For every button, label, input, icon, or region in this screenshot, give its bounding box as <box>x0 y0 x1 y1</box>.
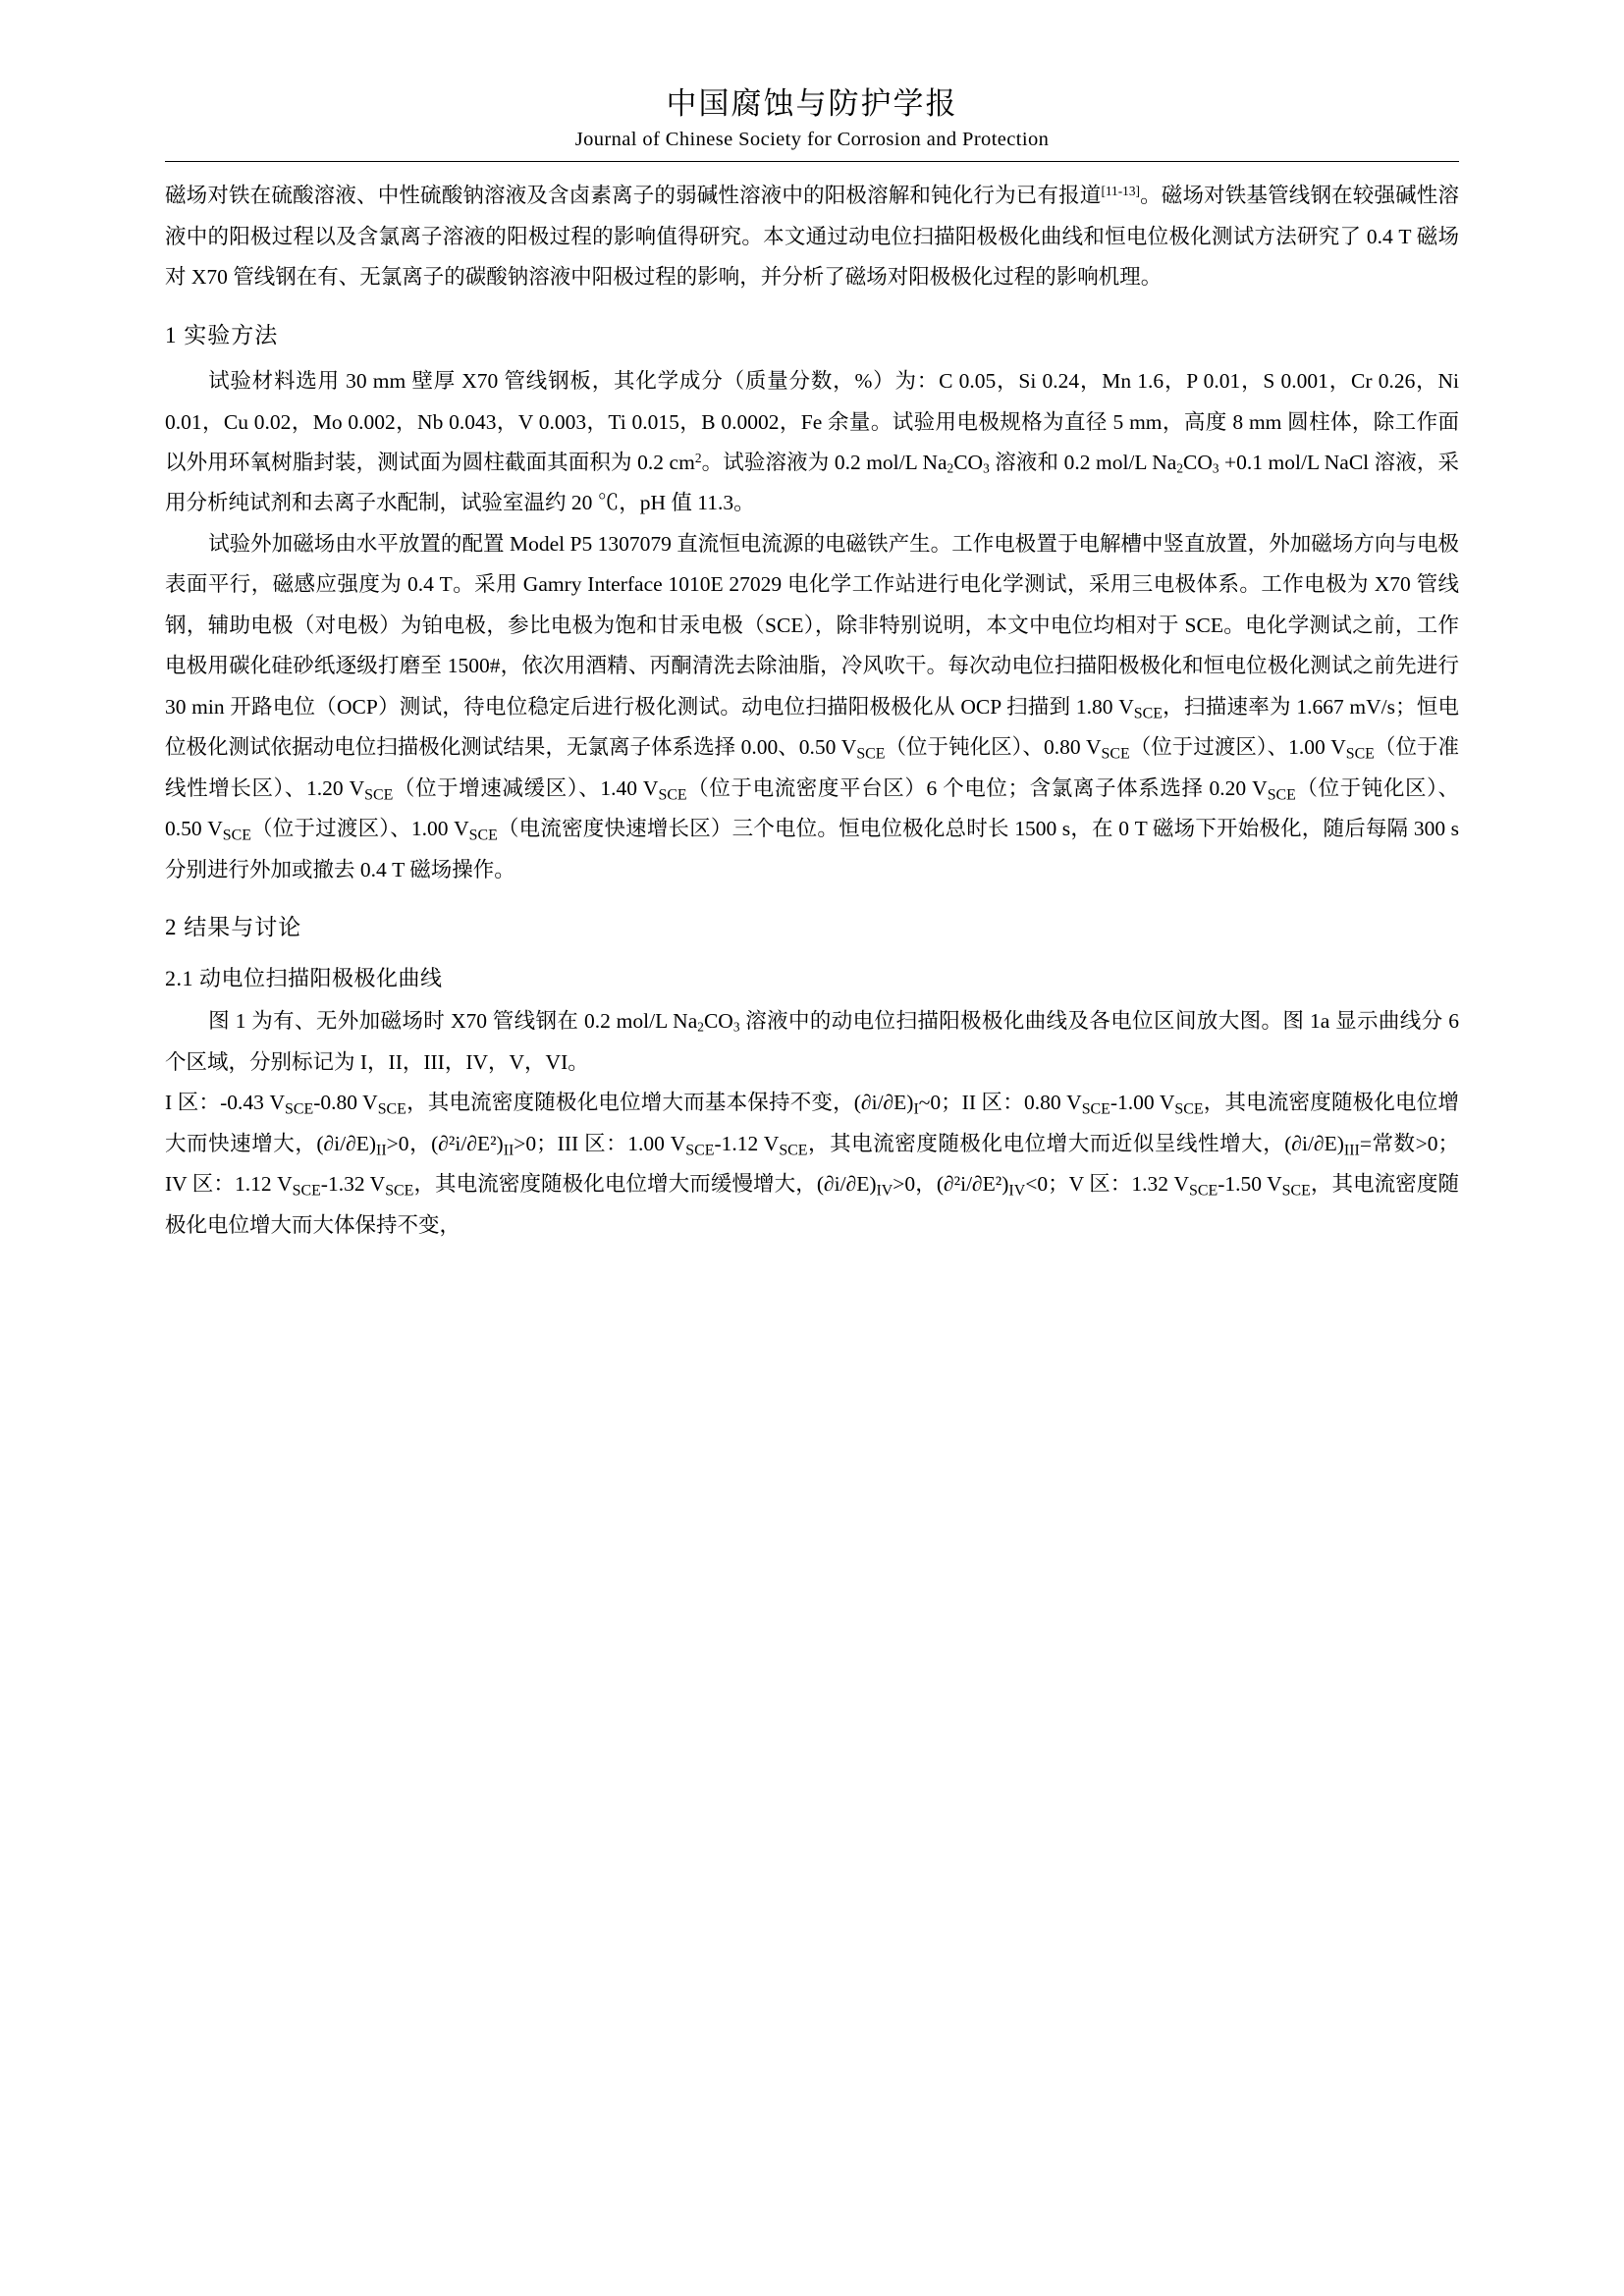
figure1-text-a: 图 1 为有、无外加磁场时 X70 管线钢在 0.2 mol/L Na <box>208 1009 698 1034</box>
region-subscript: IV <box>876 1182 893 1200</box>
sce-subscript: SCE <box>658 786 687 804</box>
regions-text-r3: ，其电流密度随极化电位增大而基本保持不变，(∂i/∂E) <box>406 1091 914 1115</box>
setup-text-e: （位于准线性增长区）、1.20 V <box>165 735 1459 800</box>
sce-subscript: SCE <box>1189 1182 1218 1200</box>
formula-subscript: 2 <box>947 460 954 476</box>
journal-title-en: Journal of Chinese Society for Corrosion and Protection <box>574 129 1050 151</box>
sce-subscript: SCE <box>1281 1182 1311 1200</box>
region-subscript: I <box>913 1100 919 1118</box>
materials-text-e: CO <box>1182 450 1213 474</box>
unit-superscript: 2 <box>694 451 702 466</box>
sce-subscript: SCE <box>222 827 251 844</box>
setup-paragraph <box>165 524 1459 890</box>
section-heading-2: 2 结果与讨论 <box>165 915 302 940</box>
sce-subscript: SCE <box>364 786 394 804</box>
materials-text-d: 溶液和 0.2 mol/L Na <box>989 450 1177 474</box>
sce-subscript: SCE <box>1133 705 1163 722</box>
regions-text-r16: -1.50 V <box>1218 1172 1282 1197</box>
sce-subscript: SCE <box>468 827 498 844</box>
formula-subscript: 3 <box>732 1019 740 1035</box>
regions-text-r6: ，其电流密度随极化电位增大而快速增大，(∂i/∂E) <box>165 1091 1459 1155</box>
journal-title-cn: 中国腐蚀与防护学报 <box>666 86 958 122</box>
section-heading-1: 1 实验方法 <box>165 322 279 347</box>
materials-text-f: +0.1 mol/L NaCl 溶液，采用分析纯试剂和去离子水配制，试验室温约 20 ℃，pH 值 11.3。 <box>165 450 1460 515</box>
materials-text-a: 试验材料选用 30 mm 壁厚 X70 管线钢板，其化学成分（质量分数，%）为：C 0.05，Si 0.24，Mn 1.6，P 0.01，S 0.001，Cr 0.26，Ni 0.01，Cu 0.02，Mo 0.002，Nb 0.043，V 0.003，Ti 0.015，B 0.0002，Fe 余量。试验用电极规格为直径 5 mm，高度 8 mm 圆柱体，除工作面以外用环氧树脂封装，测试面为圆柱截面其面积为 0.2 cm <box>165 369 1459 474</box>
sce-subscript: SCE <box>385 1182 414 1200</box>
sce-subscript: SCE <box>292 1182 321 1200</box>
figure1-text-b: CO <box>703 1009 733 1034</box>
regions-text-r4: ~0；II 区：0.80 V <box>918 1091 1082 1115</box>
sce-subscript: SCE <box>1081 1100 1110 1118</box>
intro-text <box>165 176 1459 297</box>
setup-text-f: （位于增速减缓区）、1.40 V <box>393 775 659 800</box>
setup-text-g: （位于电流密度平台区）6 个电位；含氯离子体系选择 0.20 V <box>686 775 1268 800</box>
intro-text-b: 。磁场对铁基管线钢在较强碱性溶液中的阳极过程以及含氯离子溶液的阳极过程的影响值得研究。本文通过动电位扫描阳极极化曲线和恒电位极化测试方法研究了 0.4 T 磁场对 X70 管线钢在有、无氯离子的碳酸钠溶液中阳极过程的影响，并分析了磁场对阳极极化过程的影响机理。 <box>165 184 1459 290</box>
setup-text-c: （位于钝化区）、0.80 V <box>885 735 1102 760</box>
regions-text-r9: -1.12 V <box>714 1131 780 1155</box>
sce-subscript: SCE <box>1345 745 1375 763</box>
sce-subscript: SCE <box>779 1142 808 1159</box>
setup-text-j: （电流密度快速增长区）三个电位。恒电位极化总时长 1500 s，在 0 T 磁场下开始极化，随后每隔 300 s 分别进行外加或撤去 0.4 T 磁场操作。 <box>165 817 1460 881</box>
materials-text-b: 。试验溶液为 0.2 mol/L Na <box>701 450 947 474</box>
regions-text-r15: <0；V 区：1.32 V <box>1025 1172 1190 1197</box>
intro-text-a: 磁场对铁在硫酸溶液、中性硫酸钠溶液及含卤素离子的弱碱性溶液中的阳极溶解和钝化行为已有报道 <box>165 184 1102 208</box>
subsection-heading-2-1: 2.1 动电位扫描阳极极化曲线 <box>165 965 443 990</box>
figure1-paragraph <box>165 1001 1459 1083</box>
regions-text-r17: ，其电流密度随极化电位增大而大体保持不变， <box>165 1172 1459 1237</box>
region-subscript: IV <box>1008 1182 1026 1200</box>
regions-text-r11: =常数>0；IV 区：1.12 V <box>165 1131 1459 1197</box>
page-header <box>0 0 1624 162</box>
sce-subscript: SCE <box>685 1142 715 1159</box>
sce-subscript: SCE <box>285 1100 314 1118</box>
regions-text-r12: -1.32 V <box>320 1172 386 1197</box>
sce-subscript: SCE <box>1101 745 1130 763</box>
regions-text-r7: >0，(∂²i/∂E²) <box>386 1131 504 1155</box>
formula-subscript: 2 <box>697 1019 704 1035</box>
region-subscript: II <box>376 1142 387 1159</box>
formula-subscript: 3 <box>1212 460 1219 476</box>
regions-text-r10: ，其电流密度随极化电位增大而近似呈线性增大，(∂i/∂E) <box>807 1131 1344 1155</box>
regions-text-r8: >0；III 区：1.00 V <box>514 1131 686 1155</box>
setup-text-d: （位于过渡区）、1.00 V <box>1129 735 1346 760</box>
materials-paragraph <box>165 361 1459 524</box>
formula-subscript: 2 <box>1176 460 1183 476</box>
document-body <box>165 162 1459 1246</box>
materials-text-c: CO <box>953 450 984 474</box>
intro-paragraph <box>165 176 1459 297</box>
sce-subscript: SCE <box>856 745 886 763</box>
formula-subscript: 3 <box>983 460 990 476</box>
regions-text-start: I 区：-0.43 V <box>165 1091 286 1115</box>
regions-text-r5: -1.00 V <box>1110 1091 1175 1115</box>
regions-text-r2: -0.80 V <box>313 1091 378 1115</box>
regions-text-r14: >0，(∂²i/∂E²) <box>893 1172 1009 1197</box>
citation-ref: [11-13] <box>1101 184 1140 199</box>
figure1-text-c: 溶液中的动电位扫描阳极极化曲线及各电位区间放大图。图 1a 显示曲线分 6 个区域，分别标记为 I，II，III，IV，V，VI。 <box>165 1009 1460 1074</box>
region-subscript: III <box>1343 1142 1360 1159</box>
setup-text-b: ，扫描速率为 1.667 mV/s；恒电位极化测试依据动电位扫描极化测试结果，无氯离子体系选择 0.00、0.50 V <box>165 694 1460 760</box>
sce-subscript: SCE <box>1267 786 1296 804</box>
setup-text-h: （位于钝化区）、0.50 V <box>165 775 1460 841</box>
regions-paragraph <box>165 1083 1459 1246</box>
region-subscript: II <box>503 1142 514 1159</box>
setup-text-a: 试验外加磁场由水平放置的配置 Model P5 1307079 直流恒电流源的电磁铁产生。工作电极置于电解槽中竖直放置，外加磁场方向与电极表面平行，磁感应强度为 0.4 T。采用 Gamry Interface 1010E 27029 电化学工作站进行电化学测试，采用三电极体系。工作电极为 X70 管线钢，辅助电极（对电极）为铂电极，参比电极为饱和甘汞电极（SCE），除非特别说明，本文中电位均相对于 SCE。电化学测试之前，工作电极用碳化硅砂纸逐级打磨至 1500#，依次用酒精、丙酮清洗去除油脂，冷风吹干。每次动电位扫描阳极极化和恒电位极化测试之前先进行 30 min 开路电位（OCP）测试，待电位稳定后进行极化测试。动电位扫描阳极极化从 OCP 扫描到 1.80 V <box>165 531 1459 719</box>
regions-text-r13: ，其电流密度随极化电位增大而缓慢增大，(∂i/∂E) <box>413 1172 877 1197</box>
sce-subscript: SCE <box>377 1100 406 1118</box>
setup-text-i: （位于过渡区）、1.00 V <box>250 817 469 841</box>
sce-subscript: SCE <box>1174 1100 1204 1118</box>
